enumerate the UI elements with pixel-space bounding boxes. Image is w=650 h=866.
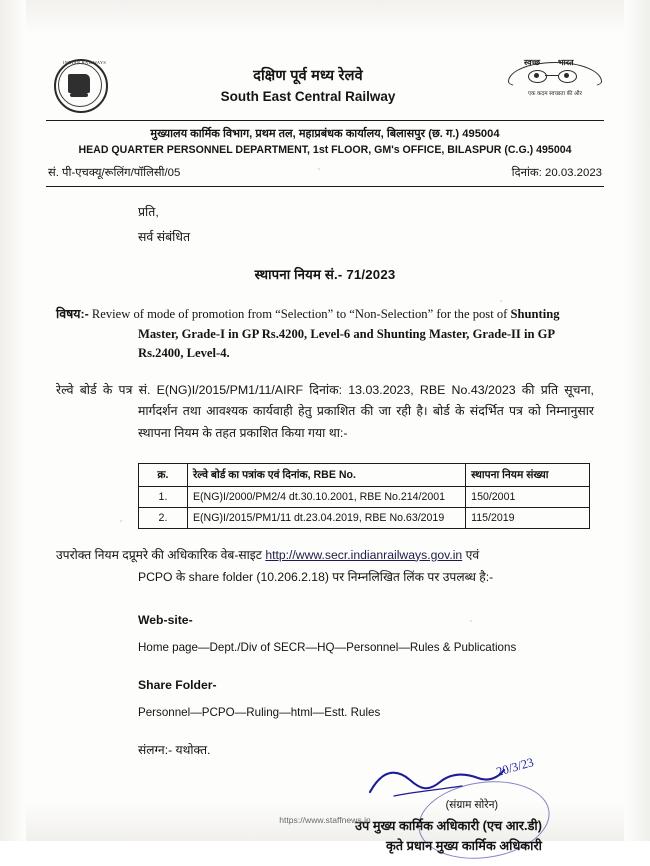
share-folder-path: Personnel—PCPO—Ruling—html—Estt. Rules [138,705,381,719]
table-col-serial: क्र. [139,463,188,486]
letter-date [512,165,602,180]
handwritten-date: 20/3/23 [494,754,536,779]
source-watermark: https://www.staffnews.in [279,815,371,825]
website-heading: Web-site- [138,612,193,627]
enclosure-note: संलग्न:- यथोक्त. [138,742,211,757]
cell-serial: 1. [139,486,188,507]
org-title-hindi: दक्षिण पूर्व मध्य रेलवे [253,67,363,84]
letter-body [42,203,608,856]
address-english: HEAD QUARTER PERSONNEL DEPARTMENT, 1st FLOOR, GM's OFFICE, BILASPUR (C.G.) 495004 [78,144,572,156]
subject-line-3: Rs.2400, Level-4. [138,346,230,361]
para2-suffix: एवं [462,547,480,562]
para2-prefix: उपरोक्त नियम दप्रूमरे की अधिकारिक वेब-साइट [56,547,266,562]
subject-line-1: Review of mode of promotion from “Selection” to “Non-Selection” for the post of [91,307,508,321]
emblem-arc-text: INDIAN RAILWAYS [63,60,107,65]
scan-shadow-left [0,0,26,841]
table-row [139,486,590,507]
secr-website-link[interactable]: http://www.secr.indianrailways.gov.in [265,547,463,562]
table-col-estt-rule-no: स्थापना नियम संख्या [466,463,590,486]
scan-shadow-right [624,0,650,841]
signatory-designation-1: उप मुख्य कार्मिक अधिकारी (एच आर.डी) [355,817,542,833]
swachh-bharat-spectacles-icon [506,56,602,112]
logo-tagline: एक कदम स्वच्छता की और [528,91,582,97]
org-title-english: South East Central Railway [220,88,396,104]
signature-block [56,754,594,856]
share-folder-heading: Share Folder- [138,677,217,692]
cell-board-letter: E(NG)I/2000/PM2/4 dt.30.10.2001, RBE No.214/2001 [187,486,465,507]
file-reference: सं. पी-एचक्यू/रूलिंग/पॉलिसी/05 [48,167,181,179]
signatory-name: (संग्राम सोरेन) [445,798,498,811]
table-header-row [139,463,590,486]
subject-line-2: Shunting Master, Grade-I in GP Rs.4200, Level-6 and Shunting Master, Grade-II in GP [138,307,560,341]
cell-estt-rule-no: 115/2019 [466,507,590,528]
reference-table [138,463,590,529]
body-paragraph-2 [56,545,594,589]
document-number: स्थापना नियम सं.- 71/2023 [254,267,396,282]
date-label: दिनांक: [511,167,542,179]
table-row [139,507,590,528]
logo-caption-hindi: स्वच्छ [524,58,541,67]
addressee-label: प्रति, [138,205,159,219]
date-value: 20.03.2023 [544,167,602,179]
website-path: Home page—Dept./Div of SECR—HQ—Personnel—Rules & Publications [138,640,517,654]
logo-caption-english: भारत [558,58,574,67]
signatory-designation-2: कृते प्रधान मुख्य कार्मिक अधिकारी [385,837,542,853]
letterhead [42,28,608,112]
subject-block [56,305,594,364]
cell-serial: 2. [139,507,188,528]
subject-label: विषय:- [56,307,89,321]
cell-board-letter: E(NG)I/2015/PM1/11 dt.23.04.2019, RBE No.63/2019 [187,507,465,528]
organisation-titles [110,65,506,104]
body-paragraph-1: रेल्वे बोर्ड के पत्र सं. E(NG)I/2015/PM1/11/AIRF दिनांक: 13.03.2023, RBE No.43/2023 की प्रति सूचना, मार्गदर्शन तथा आवश्यक कार्यवाही हेतु प्रकाशित की जा रही है। बोर्ड के संदर्भित पत्र को निम्नानुसार स्थापना नियम के तहत प्रकाशित किया गया था:- [56,382,594,440]
header-divider [46,120,604,121]
cell-estt-rule-no: 150/2001 [466,486,590,507]
address-block [42,126,608,156]
para2-line-2: PCPO के share folder (10.206.2.18) पर निम्नलिखित लिंक पर उपलब्ध है:- [138,569,494,584]
reference-divider [46,186,604,187]
address-hindi: मुख्यालय कार्मिक विभाग, प्रथम तल, महाप्रबंधक कार्यालय, बिलासपुर (छ. ग.) 495004 [150,128,500,140]
addressee-value: सर्व संबंधित [138,230,191,244]
railway-emblem-icon [48,57,110,111]
reference-row [42,165,608,180]
table-col-board-letter: रेल्वे बोर्ड का पत्रांक एवं दिनांक, RBE No. [187,463,465,486]
